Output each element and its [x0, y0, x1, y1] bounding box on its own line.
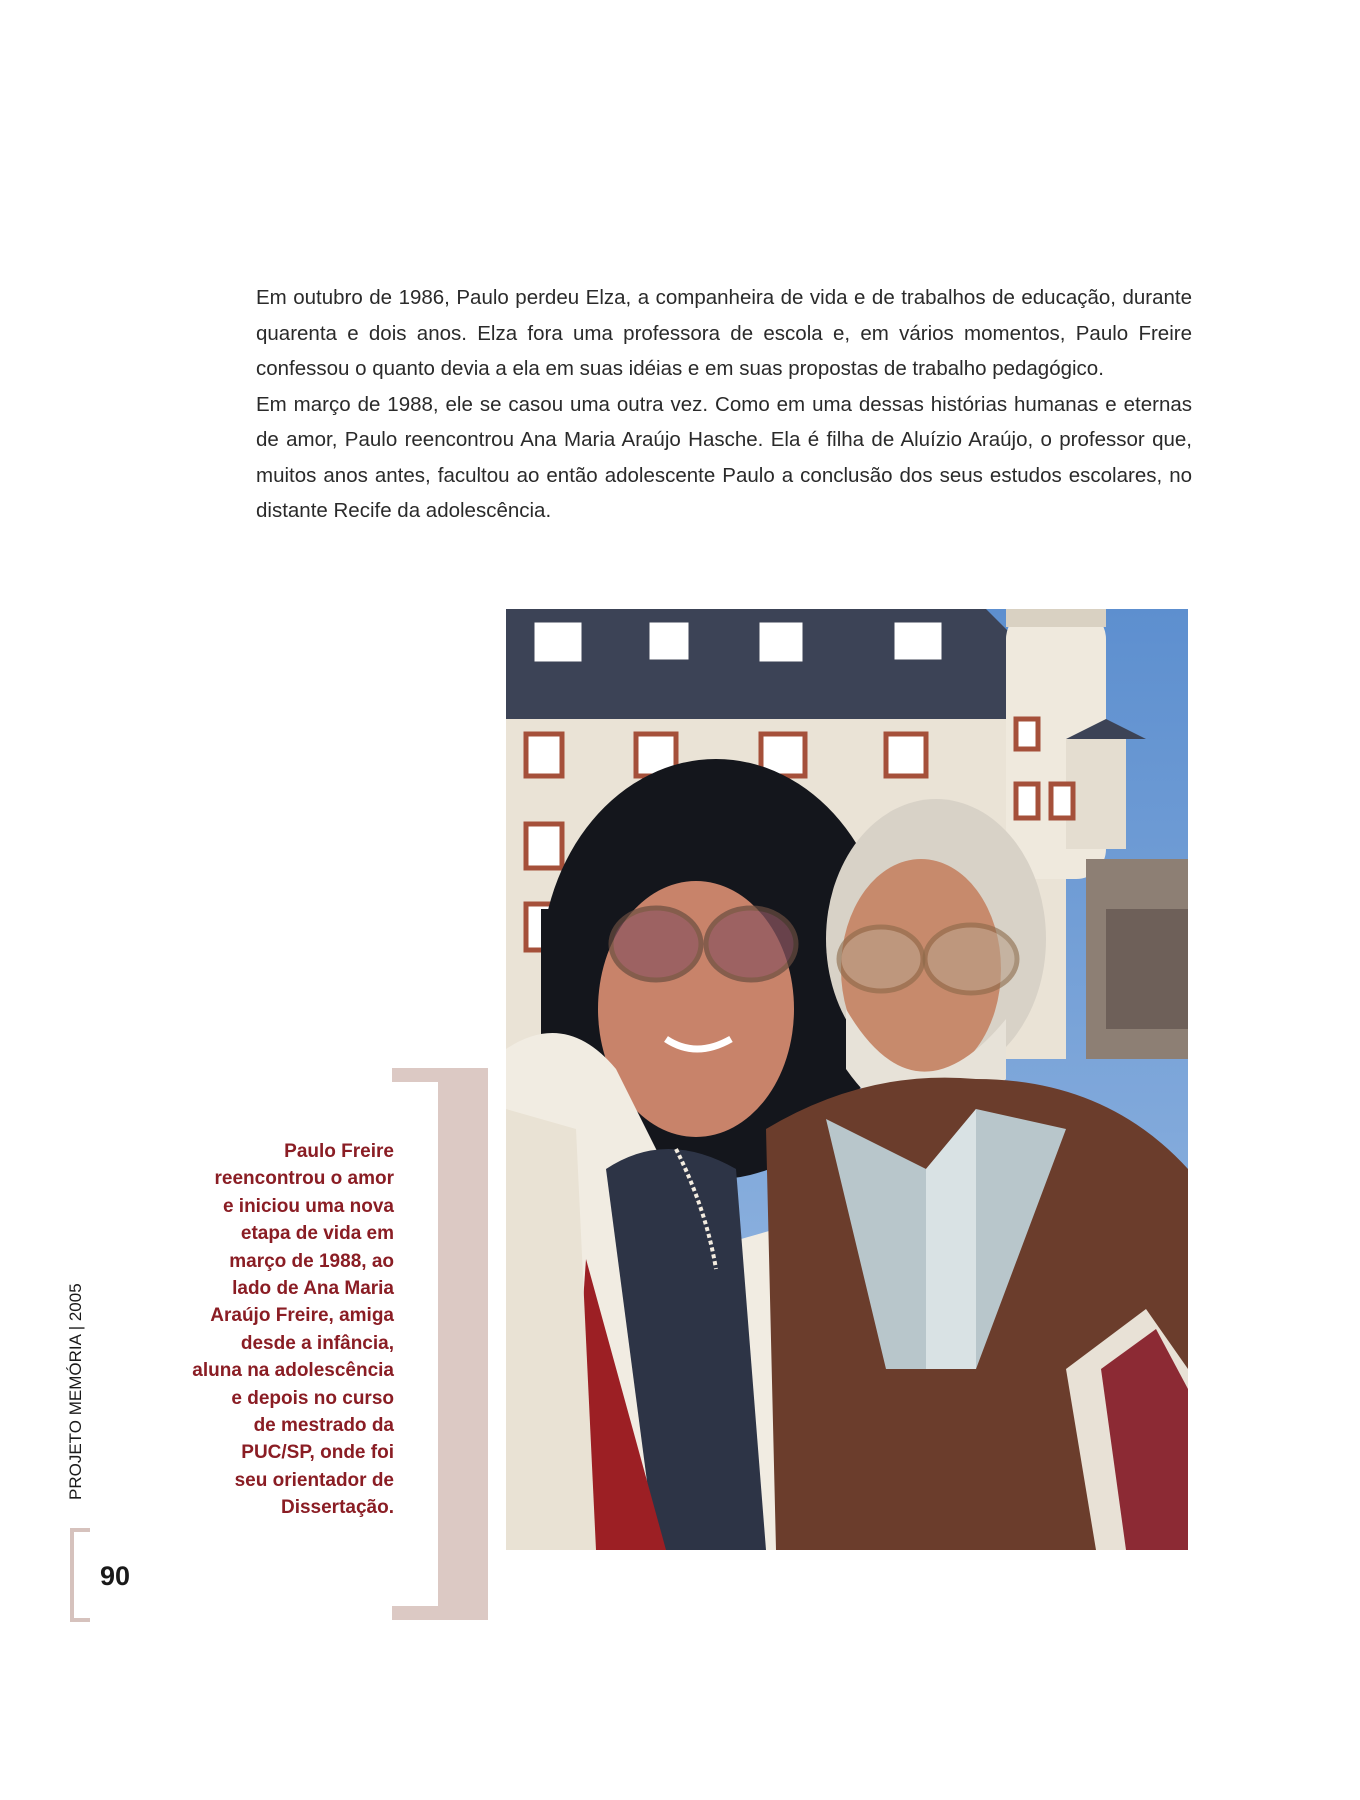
page-number: 90	[100, 1561, 131, 1591]
photo-paulo-freire-and-ana-maria	[506, 609, 1188, 1550]
caption-line: e depois no curso	[231, 1387, 394, 1409]
caption-line: Paulo Freire	[284, 1141, 394, 1162]
caption-line: março de 1988, ao	[229, 1250, 394, 1272]
body-text	[256, 280, 1192, 529]
paragraph-2: Em março de 1988, ele se casou uma outra vez. Como em uma dessas histórias humanas e eternas de amor, Paulo reencontrou Ana Maria Araújo Hasche. Ela é filha de Aluízio Araújo, o professor que, muitos anos antes, facultou ao então adolescente Paulo a conclusão dos seus estudos escolares, no distante Recife da adolescência.	[256, 392, 1192, 522]
caption-line: Dissertação.	[280, 1497, 394, 1519]
caption-line: desde a infância,	[240, 1332, 394, 1354]
running-head: PROJETO MEMÓRIA | 2005	[66, 1283, 85, 1500]
caption-bracket	[438, 1068, 488, 1620]
caption-line: e iniciou uma nova	[222, 1195, 394, 1217]
photo-caption	[150, 1138, 394, 1522]
caption-line: lado de Ana Maria	[232, 1278, 394, 1300]
page-number-bracket	[70, 1528, 90, 1622]
caption-line: de mestrado da	[253, 1415, 394, 1437]
paragraph-1: Em outubro de 1986, Paulo perdeu Elza, a companheira de vida e de trabalhos de educação, durante quarenta e dois anos. Elza fora uma professora de escola e, em vários momentos, Paulo Freire confessou o quanto devia a ela em suas idéias e em suas propostas de trabalho pedagógico.	[256, 286, 1192, 380]
caption-line: aluna na adolescência	[192, 1360, 394, 1382]
caption-line: reencontrou o amor	[214, 1168, 394, 1190]
caption-line: etapa de vida em	[240, 1223, 394, 1245]
caption-line: seu orientador de	[234, 1469, 394, 1491]
caption-line: PUC/SP, onde foi	[241, 1442, 394, 1464]
caption-bracket-bottom	[392, 1606, 488, 1620]
caption-line: Araújo Freire, amiga	[210, 1305, 394, 1327]
